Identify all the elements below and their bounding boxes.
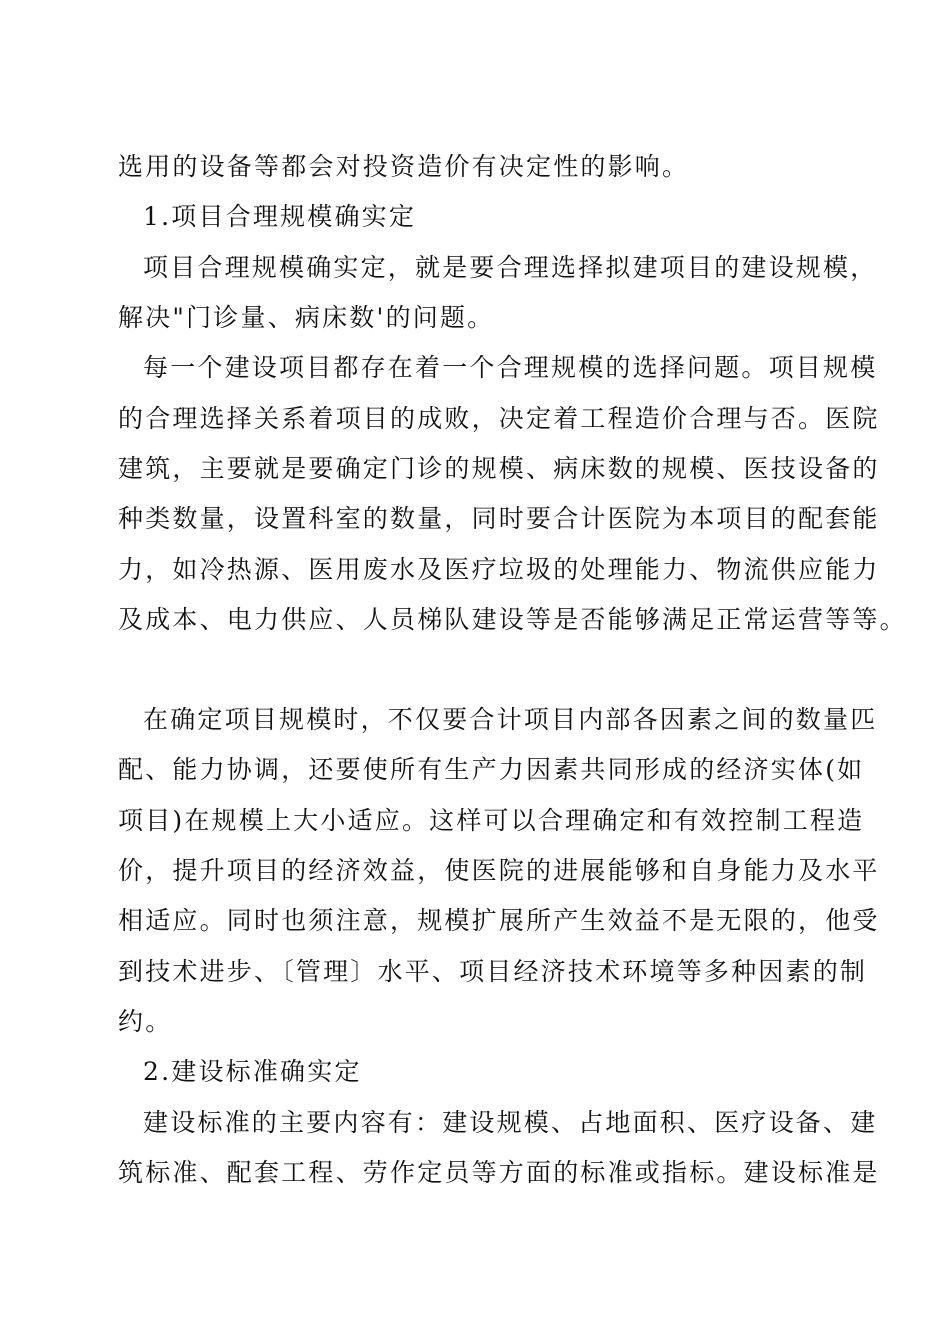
section-heading: 2.建设标准确实定: [143, 1057, 362, 1086]
text-line: 项目)在规模上大小适应。这样可以合理确定和有效控制工程造: [118, 806, 865, 835]
text-line: 建设标准的主要内容有：建设规模、占地面积、医疗设备、建: [143, 1108, 878, 1137]
text-line: 每一个建设项目都存在着一个合理规模的选择问题。项目规模: [143, 353, 878, 382]
text-line: 及成本、电力供应、人员梯队建设等是否能够满足正常运营等等。: [118, 605, 907, 634]
text-line: 的合理选择关系着项目的成败，决定着工程造价合理与否。医院: [118, 404, 880, 433]
text-line: 在确定项目规模时，不仅要合计项目内部各因素之间的数量匹: [143, 705, 878, 734]
section-heading: 1.项目合理规模确实定: [143, 202, 417, 231]
text-line: 选用的设备等都会对投资造价有决定性的影响。: [118, 152, 690, 181]
text-line: 约。: [118, 1007, 173, 1036]
text-line: 筑标准、配套工程、劳作定员等方面的标准或指标。建设标准是: [118, 1158, 880, 1187]
text-line: 配、能力协调，还要使所有生产力因素共同形成的经济实体(如: [118, 755, 865, 784]
text-line: 价，提升项目的经济效益，使医院的进展能够和自身能力及水平: [118, 856, 880, 885]
text-line: 建筑，主要就是要确定门诊的规模、病床数的规模、医技设备的: [118, 454, 880, 483]
text-line: 种类数量，设置科室的数量，同时要合计医院为本项目的配套能: [118, 504, 880, 533]
text-line: 项目合理规模确实定，就是要合理选择拟建项目的建设规模，: [143, 253, 878, 282]
text-line: 力，如冷热源、医用废水及医疗垃圾的处理能力、物流供应能力: [118, 555, 880, 584]
text-line: 解决"门诊量、病床数'的问题。: [118, 303, 495, 332]
text-line: 相适应。同时也须注意，规模扩展所产生效益不是无限的，他受: [118, 906, 880, 935]
text-line: 到技术进步、〔管理〕水平、项目经济技术环境等多种因素的制: [118, 957, 868, 986]
